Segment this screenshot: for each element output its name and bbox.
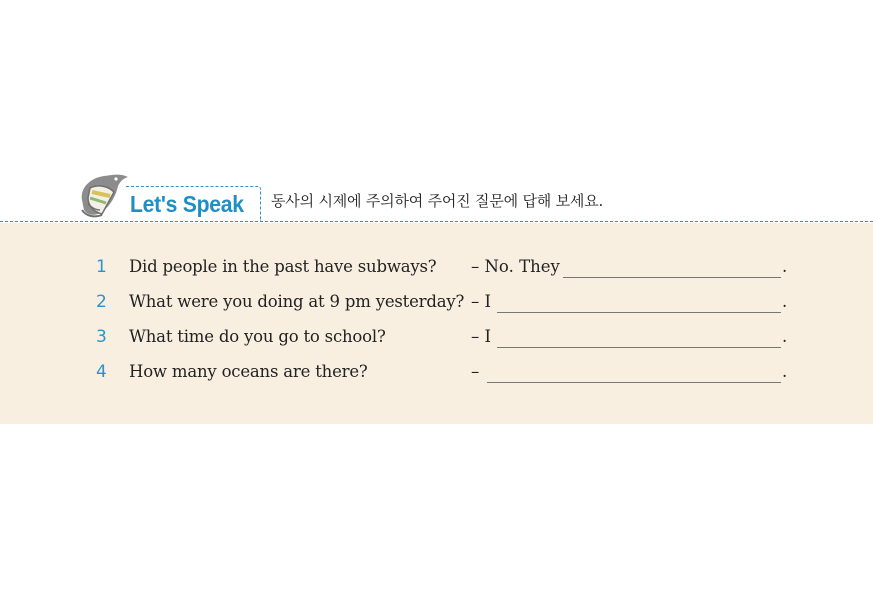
answer-period: . [782,292,788,311]
exercise-panel [0,223,873,424]
exercise-row [0,325,873,355]
item-number: 2 [96,292,107,312]
answer-prefix: – I [471,292,492,311]
item-number: 4 [96,362,107,382]
answer-blank[interactable] [497,312,781,313]
lets-speak-header [0,166,873,224]
instruction-text: 동사의 시제에 주의하여 주어진 질문에 답해 보세요. [271,192,604,210]
answer-period: . [782,362,788,381]
section-title: Let's Speak [130,191,244,217]
item-number: 1 [96,257,107,277]
answer-prefix: – I [471,327,492,346]
question-text: Did people in the past have subways? [129,257,437,276]
header-divider [0,221,873,222]
exercise-row [0,290,873,320]
question-text: What time do you go to school? [129,327,386,346]
item-number: 3 [96,327,107,347]
title-box [126,186,261,221]
answer-blank[interactable] [563,277,781,278]
pencil-bird-icon [76,170,130,222]
exercise-row [0,360,873,390]
exercise-row [0,255,873,285]
answer-period: . [782,327,788,346]
question-text: How many oceans are there? [129,362,368,381]
answer-blank[interactable] [487,382,781,383]
answer-period: . [782,257,788,276]
answer-blank[interactable] [497,347,781,348]
answer-prefix: – [471,362,480,381]
question-text: What were you doing at 9 pm yesterday? [129,292,465,311]
answer-prefix: – No. They [471,257,560,276]
